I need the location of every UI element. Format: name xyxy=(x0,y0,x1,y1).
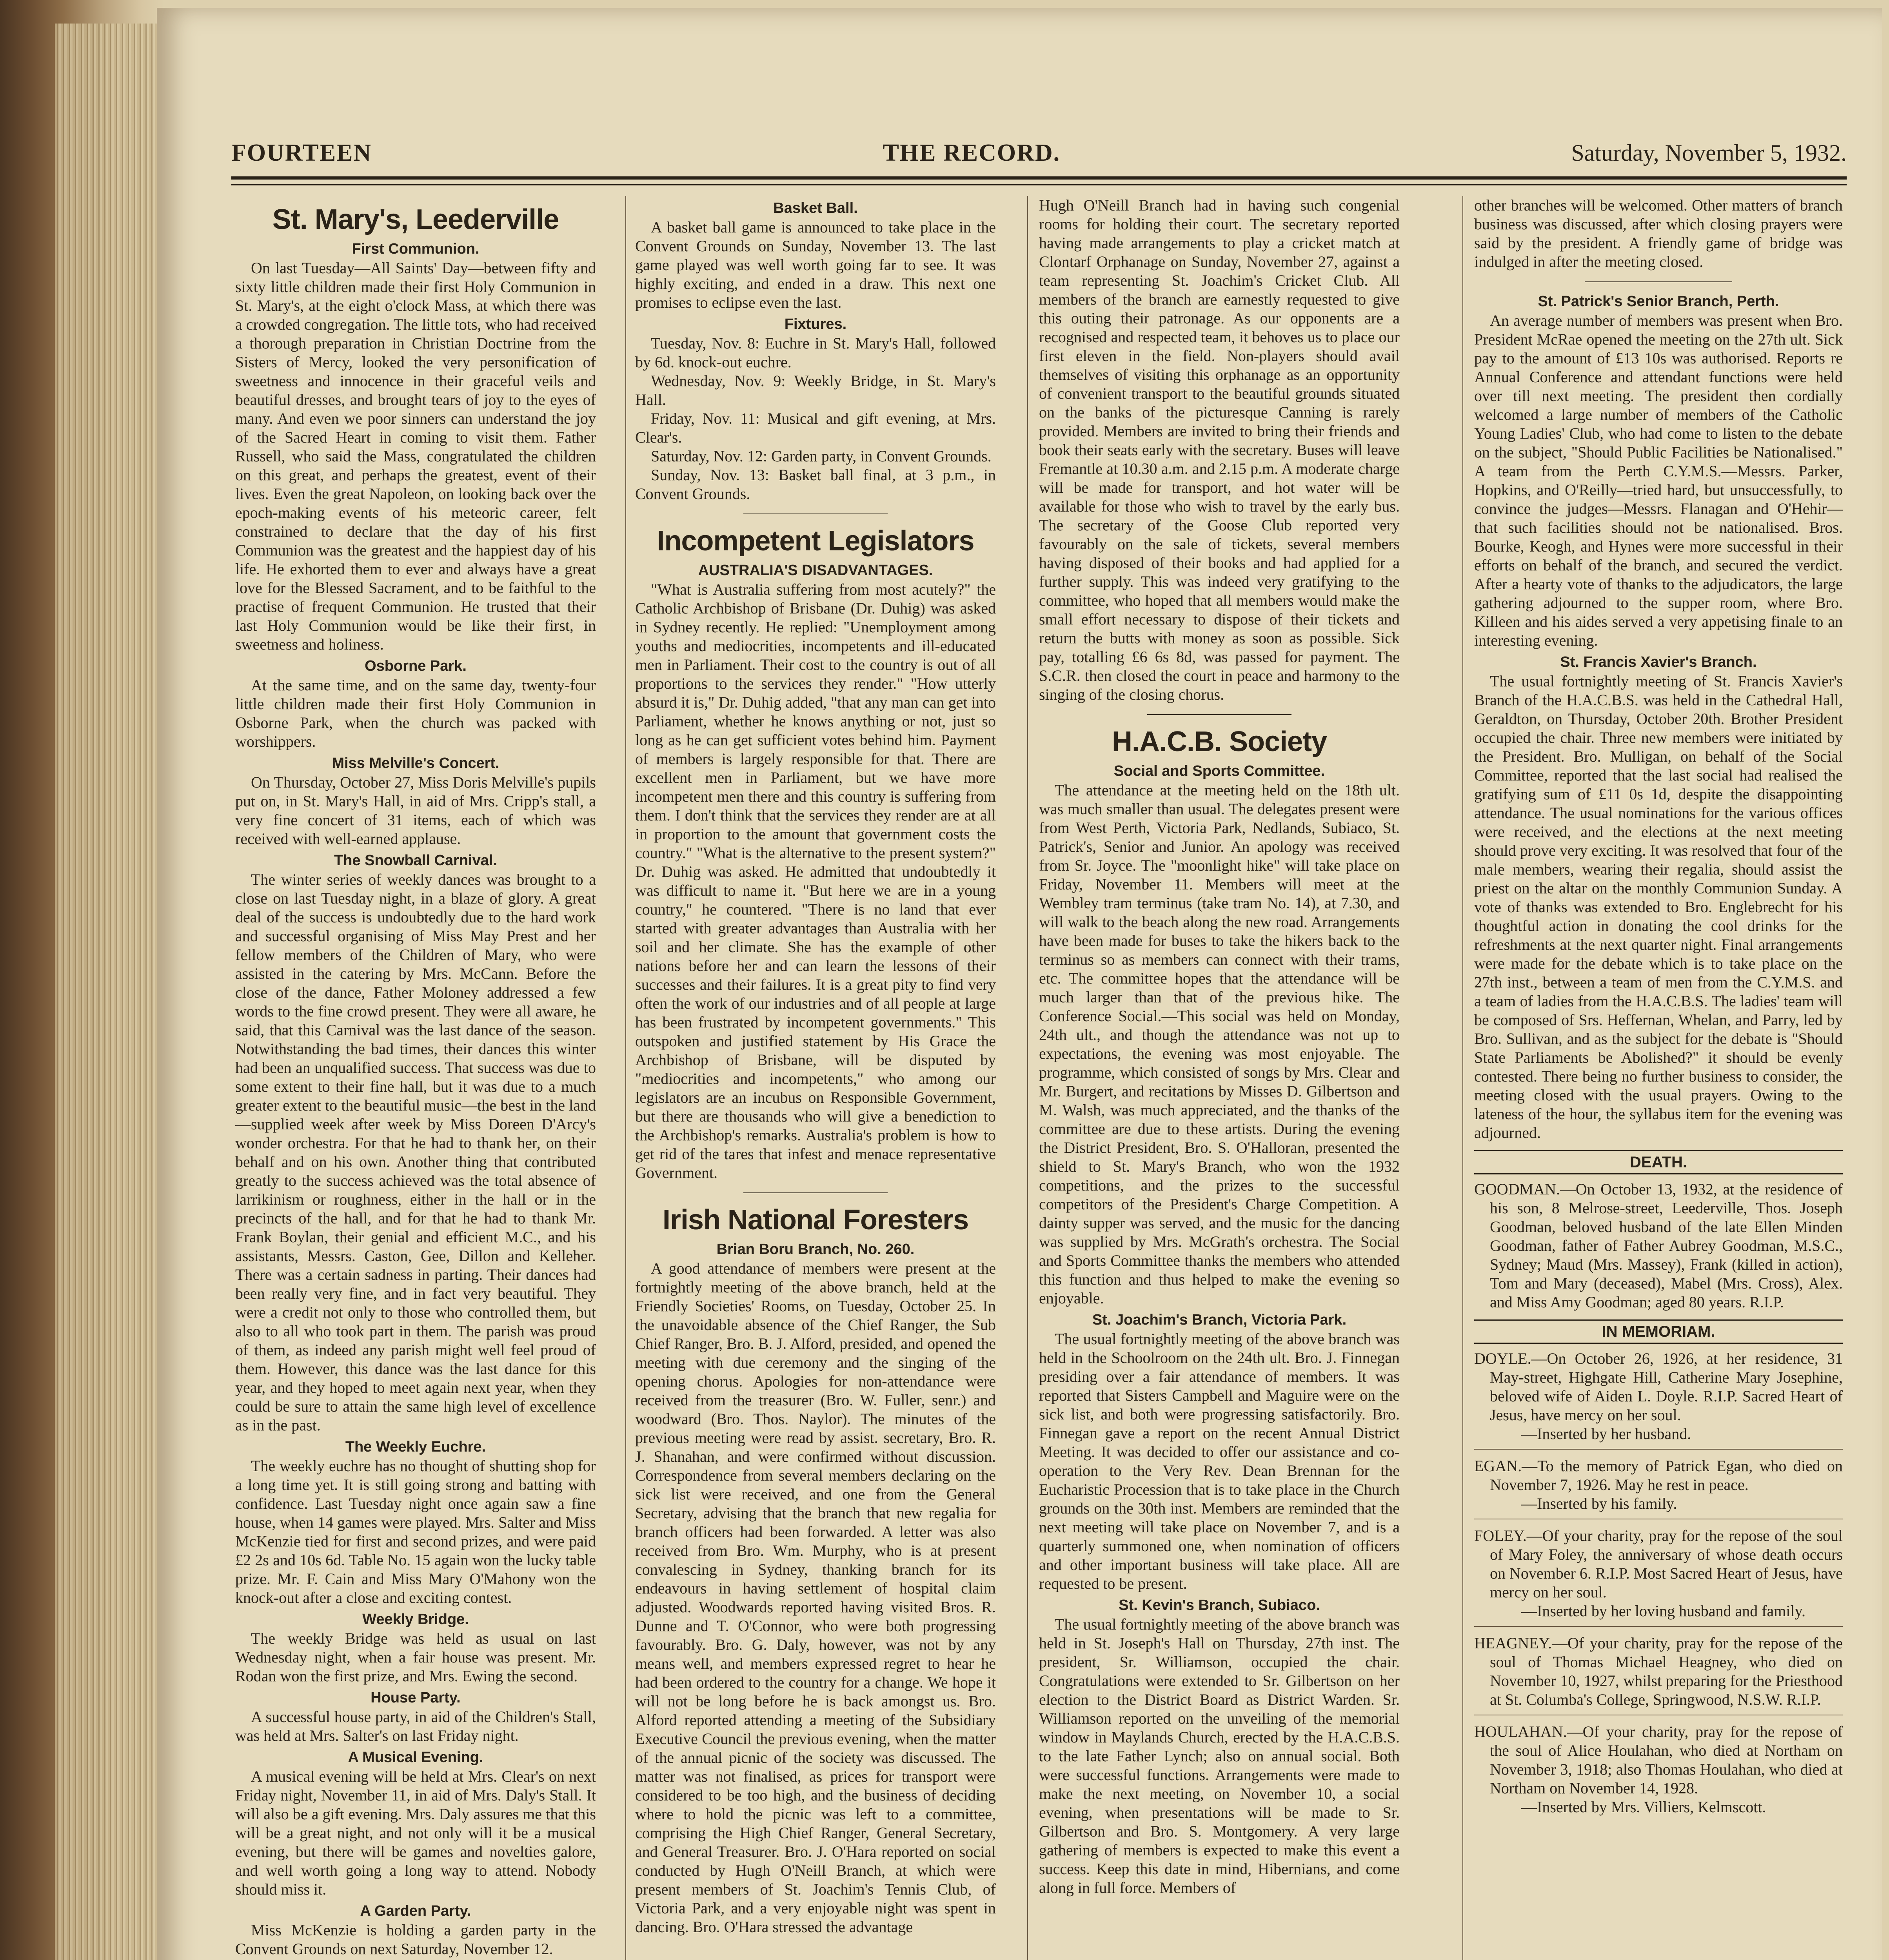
fixture-item: Tuesday, Nov. 8: Euchre in St. Mary's Hall, followed by 6d. knock-out euchre. xyxy=(635,334,996,371)
book-page-edges xyxy=(55,24,157,1960)
paragraph: The weekly euchre has no thought of shutting shop for a long time yet. It is still going strong and batting with confidence. Last Tuesday night once again saw a fine house, when 14 games were played. Mrs. Salter and Miss McKenzie tied for first and second prizes, and were paid £2 2s and 10s 6d. Table No. 15 again won the lucky table prize. Mr. F. Cain and Miss Mary O'Mahony won the knock-out after a close and exciting contest. xyxy=(235,1457,596,1606)
section-heading: St. Joachim's Branch, Victoria Park. xyxy=(1092,1312,1347,1328)
header-rule-thin xyxy=(231,184,1847,185)
paragraph: Miss McKenzie is holding a garden party in the Convent Grounds on next Saturday, November 12. xyxy=(235,1921,596,1958)
section-heading: St. Patrick's Senior Branch, Perth. xyxy=(1538,293,1779,310)
article-title: Irish National Foresters xyxy=(662,1204,969,1236)
column-divider xyxy=(625,196,626,1960)
paragraph: On Thursday, October 27, Miss Doris Melville's pupils put on, in St. Mary's Hall, in aid of Mrs. Cripp's stall, a very fine concert of 31 items, each of which was received with well-earned applause. xyxy=(235,773,596,848)
fixture-item: Friday, Nov. 11: Musical and gift evening, at Mrs. Clear's. xyxy=(635,410,996,446)
section-heading: The Weekly Euchre. xyxy=(345,1439,486,1455)
column-divider xyxy=(1462,196,1463,1960)
memoriam-inserted-by: —Inserted by her loving husband and family. xyxy=(1521,1602,1806,1620)
paragraph: "What is Australia suffering from most acutely?" the Catholic Archbishop of Brisbane (Dr. Duhig) was asked in Sydney recently. He replied: "Unemployment among youths and mediocrities, incompetents and ill-educated men in Parliament. Their cost to the country is out of all proportions to the services they render." "How utterly absurd it is," Dr. Duhig added, "that any man can get into Parliament, whether he knows anything or not, just so long as he can get sufficient votes behind him. Payment of members is largely responsible for that. There are excellent men in Parliament, but we have more incompetent men there and this country is suffering from them. I don't think that the services they render are at all in proportion to the amount that government costs the country." "What is the alternative to the present system?" Dr. Duhig was asked. He admitted that undoubtedly it was difficult to name it. "But here we are in a young country," he countered. "There is no land that ever started with greater advantages than Australia with her soil and her climate. She has the example of other nations before her and can learn the lessons of their successes and their failures. It is a great pity to find very often the work of our industries and of all people at large has been frustrated by incompetent governments." This outspoken and justified statement by His Grace the Archbishop of Brisbane, will be disputed by "mediocrities and incompetents," who among our legislators are an incubus on Responsible Government, but there are thousands who will give a benediction to the Archbishop's remarks. Australia's problem is how to get rid of the tares that infest and menace representative Government. xyxy=(635,581,996,1181)
memoriam-text: DOYLE.—On October 26, 1926, at her residence, 31 May-street, Highgate Hill, Catherine Mary Josephine, beloved wife of Aiden L. Doyle. R.I.P. Sacred Heart of Jesus, have mercy on her soul. xyxy=(1474,1350,1843,1424)
fixture-item: Wednesday, Nov. 9: Weekly Bridge, in St. Mary's Hall. xyxy=(635,372,996,408)
section-heading: House Party. xyxy=(371,1690,461,1706)
paragraph: The usual fortnightly meeting of St. Francis Xavier's Branch of the H.A.C.B.S. was held in the Cathedral Hall, Geraldton, on Thursday, October 20th. Brother President occupied the chair. Three new members were initiated by the President. Bro. Mulligan, on behalf of the Social Committee, reported that the last social had realised the gratifying sum of £11 0s 1d, despite the disappointing attendance. The usual nominations for the various offices were received, and the elections at the next meeting should prove very exciting. It was resolved that four of the male members, wearing their regalia, should assist the priest on the altar on the monthly Communion Sunday. A vote of thanks was extended to Bro. Englebrecht for his thoughtful action in donating the cool drinks for the refreshments at the next quarter night. Final arrangements were made for the debate which is to take place on the 27th inst., between a team of men from the C.Y.M.S. and a team of ladies from the H.A.C.B.S. The ladies' team will be composed of Srs. Heffernan, Whelan, and Parry, led by Bro. Sullivan, and as the subject for the debate is "Should State Parliaments be Abolished?" it should be evenly contested. There being no further business to consider, the meeting closed with the usual prayers. Owing to the lateness of the hour, the syllabus item for the evening was adjourned. xyxy=(1474,672,1843,1142)
in-memoriam-heading: IN MEMORIAM. xyxy=(1474,1319,1843,1344)
section-heading: A Musical Evening. xyxy=(348,1749,483,1766)
header-rule xyxy=(231,176,1847,180)
fixture-item: Saturday, Nov. 12: Garden party, in Convent Grounds. xyxy=(651,447,992,465)
section-heading: Miss Melville's Concert. xyxy=(332,755,499,771)
section-heading: Brian Boru Branch, No. 260. xyxy=(716,1241,915,1258)
column-1 xyxy=(235,196,596,1960)
paragraph: The weekly Bridge was held as usual on last Wednesday night, when a fair house was present. Mr. Rodan won the first prize, and Mrs. Ewing the second. xyxy=(235,1630,596,1685)
article-title: St. Mary's, Leederville xyxy=(272,204,559,235)
fixture-item: Sunday, Nov. 13: Basket ball final, at 3 p.m., in Convent Grounds. xyxy=(635,466,996,503)
column-3 xyxy=(1039,196,1400,1960)
section-heading: Basket Ball. xyxy=(773,200,858,216)
memoriam-inserted-by: —Inserted by Mrs. Villiers, Kelmscott. xyxy=(1521,1798,1766,1816)
memoriam-notice xyxy=(1474,1457,1843,1513)
paragraph: On last Tuesday—All Saints' Day—between fifty and sixty little children made their first Holy Communion in St. Mary's, at the eight o'clock Mass, at which there was a crowded congregation. The little tots, who had received a thorough preparation in Christian Doctrine from the Sisters of Mercy, looked the very personification of sweetness and innocence in their graceful veils and beautiful dresses, and brought tears of joy to the eyes of many. And even we poor sinners can understand the joy of the Sacred Heart in coming to visit them. Father Russell, who said the Mass, congratulated the children on this great, and perhaps the greatest, event of their lives. Even the great Napoleon, on looking back over the epoch-making events of his meteoric career, felt constrained to declare that the day of his first Communion was the greatest and the happiest day of his life. He exhorted them to ever and always have a great love for the Blessed Sacrament, and to be faithful to the practise of frequent Communion. He trusted that their last Holy Communion would be like their first, in sweetness and holiness. xyxy=(235,259,596,653)
memoriam-notice xyxy=(1474,1722,1843,1817)
column-2 xyxy=(635,196,996,1960)
death-notice: GOODMAN.—On October 13, 1932, at the residence of his son, 8 Melrose-street, Leederville, Thos. Joseph Goodman, beloved husband of the late Ellen Minden Goodman, father of Father Aubrey Goodman, M.S.C., Sydney; Maud (Mrs. Massey), Frank (killed in action), Tom and Mary (deceased), Mabel (Mrs. Cross), Alex. and Miss Amy Goodman; aged 80 years. R.I.P. xyxy=(1474,1180,1843,1311)
memoriam-notice xyxy=(1474,1634,1843,1709)
paragraph: The attendance at the meeting held on the 18th ult. was much smaller than usual. The delegates present were from West Perth, Victoria Park, Nedlands, Subiaco, St. Patrick's, Senior and Junior. An apology was received from Sr. Joyce. The "moonlight hike" will take place on Friday, November 11. Members will meet at the Wembley tram terminus (take tram No. 14), at 7.30, and will walk to the beach along the new road. Arrangements have been made for buses to take the hikers back to the terminus so as members can connect with their trams, etc. The committee hopes that the attendance will be much larger than that of the previous hike. The Conference Social.—This social was held on Monday, 24th ult., and though the attendance was not up to expectations, the evening was most enjoyable. The programme, which consisted of songs by Mrs. Clear and Mr. Burgert, and recitations by Misses D. Gilbertson and M. Walsh, was much appreciated, and the thanks of the committee are due to these artists. During the evening the District President, Bro. S. O'Halloran, presented the shield to St. Mary's Branch, who won the 1932 competitions, and the prizes to the successful competitors of the President's Charge Competition. A dainty supper was served, and the music for the dancing was supplied by Mrs. McGrath's orchestra. The Social and Sports Committee thanks the members who attended this function and thus helped to make the evening so enjoyable. xyxy=(1039,781,1400,1307)
memoriam-inserted-by: —Inserted by his family. xyxy=(1521,1495,1677,1512)
paragraph: The usual fortnightly meeting of the above branch was held in the Schoolroom on the 24th ult. Bro. J. Finnegan presiding over a fair attendance of members. It was reported that Sisters Campbell and Maguire were on the sick list, and both were progressing satisfactorily. Bro. Finnegan gave a report on the recent Annual District Meeting. It was decided to offer our assistance and co-operation to the Very Rev. Dean Brennan for the Eucharistic Procession that is to take place in the Church grounds on the 30th inst. Members are reminded that the next meeting will take place on November 7, and is a quarterly summoned one, when nomination of officers and other important business will take place. All are requested to be present. xyxy=(1039,1330,1400,1592)
paragraph: Hugh O'Neill Branch had in having such congenial rooms for holding their court. The secretary reported having made arrangements to play a cricket match at Clontarf Orphanage on Sunday, November 27, against a team representing St. Joachim's Cricket Club. All members of the branch are earnestly requested to give this outing their patronage. As our opponents are a recognised and respected team, it behoves us to place our first eleven in the field. Non-players should avail themselves of visiting this orphanage as an opportunity of convenient transport to the beautiful grounds situated on the banks of the picturesque Canning is rarely provided. Members are invited to bring their friends and book their seats early with the secretary. Buses will leave Fremantle at 10.30 a.m. and 2.15 p.m. A moderate charge will be made for transport, and hot water will be available for those who wish to travel by the early bus. The secretary of the Goose Club reported very favourably on the sale of tickets, several members having disposed of their books and had applied for a further supply. This was indeed very gratifying to the committee, who hoped that all members would make the small effort necessary to dispose of their tickets and return the butts with money as soon as possible. Sick pay, totalling £6 6s 8d, was passed for payment. The S.C.R. then closed the court in peace and harmony to the singing of the closing chorus. xyxy=(1039,196,1400,703)
memoriam-text: EGAN.—To the memory of Patrick Egan, who died on November 7, 1926. May he rest in peace. xyxy=(1474,1457,1843,1494)
memoriam-text: HEAGNEY.—Of your charity, pray for the repose of the soul of Thomas Michael Heagney, who died on November 10, 1927, whilst preparing for the Priesthood at St. Columba's College, Springwood, N.S.W. R.I.P. xyxy=(1474,1634,1843,1708)
article-title: Incompetent Legislators xyxy=(657,525,974,557)
section-heading: St. Francis Xavier's Branch. xyxy=(1560,654,1757,670)
paragraph: The winter series of weekly dances was brought to a close on last Tuesday night, in a blaze of glory. A great deal of the success is undoubtedly due to the hard work and successful organising of Miss May Prest and her fellow members of the Children of Mary, who were assisted in the catering by Mrs. McCann. Before the close of the dance, Father Moloney addressed a few words to the fine crowd present. They were all aware, he said, that this Carnival was the last dance of the season. Notwithstanding the bad times, their dances this winter had been an unqualified success. That success was due to some extent to their fine hall, but it was due to a much greater extent to the beautiful music—the best in the land—supplied week after week by Miss Doreen D'Arcy's wonder orchestra. For that he had to thank her, on their behalf and on his own. Another thing that contributed greatly to the success achieved was the total absence of larrikinism or roughness, either in the hall or in the precincts of the hall, and for that he had to thank Mr. Frank Boylan, their genial and efficient M.C., and his assistants, Messrs. Caston, Gee, Dillon and Kelleher. There was a certain sadness in parting. Their dances had been really very fine, and in fact very beautiful. They were a credit not only to those who controlled them, but also to all who took part in them. The parish was proud of them, as indeed any parish might well feel proud of them. However, this dance was the last dance for this year, and they hoped to meet again next year, when they could be sure to attain the same high level of excellence as in the past. xyxy=(235,871,596,1434)
section-heading: Fixtures. xyxy=(784,316,847,332)
column-divider xyxy=(1027,196,1028,1960)
paragraph: A good attendance of members were present at the fortnightly meeting of the above branch, held at the Friendly Societies' Rooms, on Tuesday, October 25. In the unavoidable absence of the Chief Ranger, the Sub Chief Ranger, Bro. B. J. Alford, presided, and opened the meeting with due ceremony and the singing of the opening chorus. Apologies for non-attendance were received from the treasurer (Bro. W. Fuller, senr.) and woodward (Bro. Thos. Naylor). The minutes of the previous meeting were read by assist. secretary, Bro. R. J. Shanahan, and were confirmed without discussion. Correspondence from several members declaring on the sick list were received, and one from the General Secretary, advising that the branch that new regalia for branch officers had been forwarded. A letter was also received from Bro. Wm. Murphy, who is at present convalescing in Sydney, thanking branch for its endeavours in having settlement of hospital claim adjusted. Woodwards reported having visited Bros. R. Dunne and T. O'Connor, who were both progressing favourably. Bro. G. Daly, however, was not by any means well, and members expressed regret to hear he had been ordered to the country for a change. We hope it will not be long before he is back amongst us. Bro. Alford reported attending a meeting of the Subsidiary Executive Council the previous evening, when the matter of the annual picnic of the society was discussed. The matter was not finalised, as prices for transport were considered to be too high, and the business of deciding where to hold the picnic was left to a committee, comprising the High Chief Ranger, General Secretary, and General Treasurer. Bro. J. O'Hara reported on social conducted by Hugh O'Neill Branch, at which were present members of St. Joachim's Tennis Club, of Victoria Park, and a very enjoyable night was spent in dancing. Bro. O'Hara stressed the advantage xyxy=(635,1259,996,1936)
article-title: H.A.C.B. Society xyxy=(1112,726,1327,757)
column-4 xyxy=(1474,196,1843,1960)
divider xyxy=(1147,714,1291,715)
memoriam-text: HOULAHAN.—Of your charity, pray for the repose of the soul of Alice Houlahan, who died at Northam on November 3, 1918; also Thomas Houlahan, who died at Northam on November 14, 1928. xyxy=(1474,1723,1843,1797)
section-heading: First Communion. xyxy=(352,241,480,257)
paragraph: A musical evening will be held at Mrs. Clear's on next Friday night, November 11, in aid of Mrs. Daly's Stall. It will also be a gift evening. Mrs. Daly assures me that this will be a great night, and not only will it be a musical evening, but there will be games and novelties galore, and well worth going a long way to attend. Nobody should miss it. xyxy=(235,1768,596,1898)
memoriam-notice xyxy=(1474,1526,1843,1621)
divider xyxy=(1585,281,1732,282)
section-heading: Osborne Park. xyxy=(365,658,467,674)
issue-date: Saturday, November 5, 1932. xyxy=(1571,140,1847,166)
divider xyxy=(1474,1626,1843,1627)
paper-name: THE RECORD. xyxy=(883,140,1061,166)
divider xyxy=(1474,1449,1843,1450)
section-heading: The Snowball Carnival. xyxy=(334,852,497,869)
paragraph: A basket ball game is announced to take place in the Convent Grounds on Sunday, November 13. The last game played was well worth going far to see. It was highly exciting, and ended in a draw. This next one promises to eclipse even the last. xyxy=(635,218,996,311)
page-number: FOURTEEN xyxy=(231,140,372,166)
paragraph: A successful house party, in aid of the Children's Stall, was held at Mrs. Salter's on last Friday night. xyxy=(235,1708,596,1744)
paragraph: An average number of members was present when Bro. President McRae opened the meeting on the 27th ult. Sick pay to the amount of £13 10s was authorised. Reports re Annual Conference and attendant functions were held over till next meeting. The president then cordially welcomed a large number of members of the Catholic Young Ladies' Club, who had come to listen to the debate on the subject, "Should Public Facilities be Nationalised." A team from the Perth C.Y.M.S.—Messrs. Parker, Hopkins, and O'Reilly—tried hard, but unsuccessfully, to convince the judges—Messrs. Flanagan and O'Hehir—that such facilities should not be nationalised. Bros. Bourke, Keogh, and Hynes were more successful in their efforts on behalf of the branch, and secured the verdict. After a hearty vote of thanks to the adjudicators, the large gathering adjourned to the supper room, where Bro. Killeen and his aides served a very appetising finale to an interesting evening. xyxy=(1474,312,1843,649)
paragraph: other branches will be welcomed. Other matters of branch business was discussed, after which closing prayers were said by the president. A friendly game of bridge was indulged in after the meeting closed. xyxy=(1474,196,1843,270)
paragraph: The usual fortnightly meeting of the above branch was held in St. Joseph's Hall on Thursday, 27th inst. The president, Sr. Williamson, occupied the chair. Congratulations were extended to Sr. Gilbertson on her election to the District Board as District Warden. Sr. Williamson reported on the unveiling of the memorial window in Maylands Church, erected by the H.A.C.B.S. to the late Father Lynch; also on annual social. Both were successful functions. Arrangements were made to make the next meeting, on November 10, a social evening, when presentations will be made to Sr. Gilbertson and Bro. S. Montgomery. A very large gathering of members is expected to make this event a success. Keep this date in mind, Hibernians, and come along in full force. Members of xyxy=(1039,1615,1400,1896)
section-heading: AUSTRALIA'S DISADVANTAGES. xyxy=(698,562,933,579)
section-heading: Weekly Bridge. xyxy=(362,1611,469,1628)
section-heading: St. Kevin's Branch, Subiaco. xyxy=(1119,1597,1320,1613)
memoriam-notice xyxy=(1474,1349,1843,1443)
section-heading: A Garden Party. xyxy=(360,1903,471,1919)
divider xyxy=(743,1192,888,1193)
page-header xyxy=(231,139,1847,178)
memoriam-inserted-by: —Inserted by her husband. xyxy=(1521,1425,1691,1443)
section-heading: Social and Sports Committee. xyxy=(1113,763,1325,779)
death-notice-heading: DEATH. xyxy=(1474,1150,1843,1174)
memoriam-text: FOLEY.—Of your charity, pray for the repose of the soul of Mary Foley, the anniversary of whose death occurs on November 6. R.I.P. Most Sacred Heart of Jesus, have mercy on her soul. xyxy=(1474,1527,1843,1601)
paragraph: At the same time, and on the same day, twenty-four little children made their first Holy Communion in Osborne Park, when the church was packed with worshippers. xyxy=(235,676,596,750)
